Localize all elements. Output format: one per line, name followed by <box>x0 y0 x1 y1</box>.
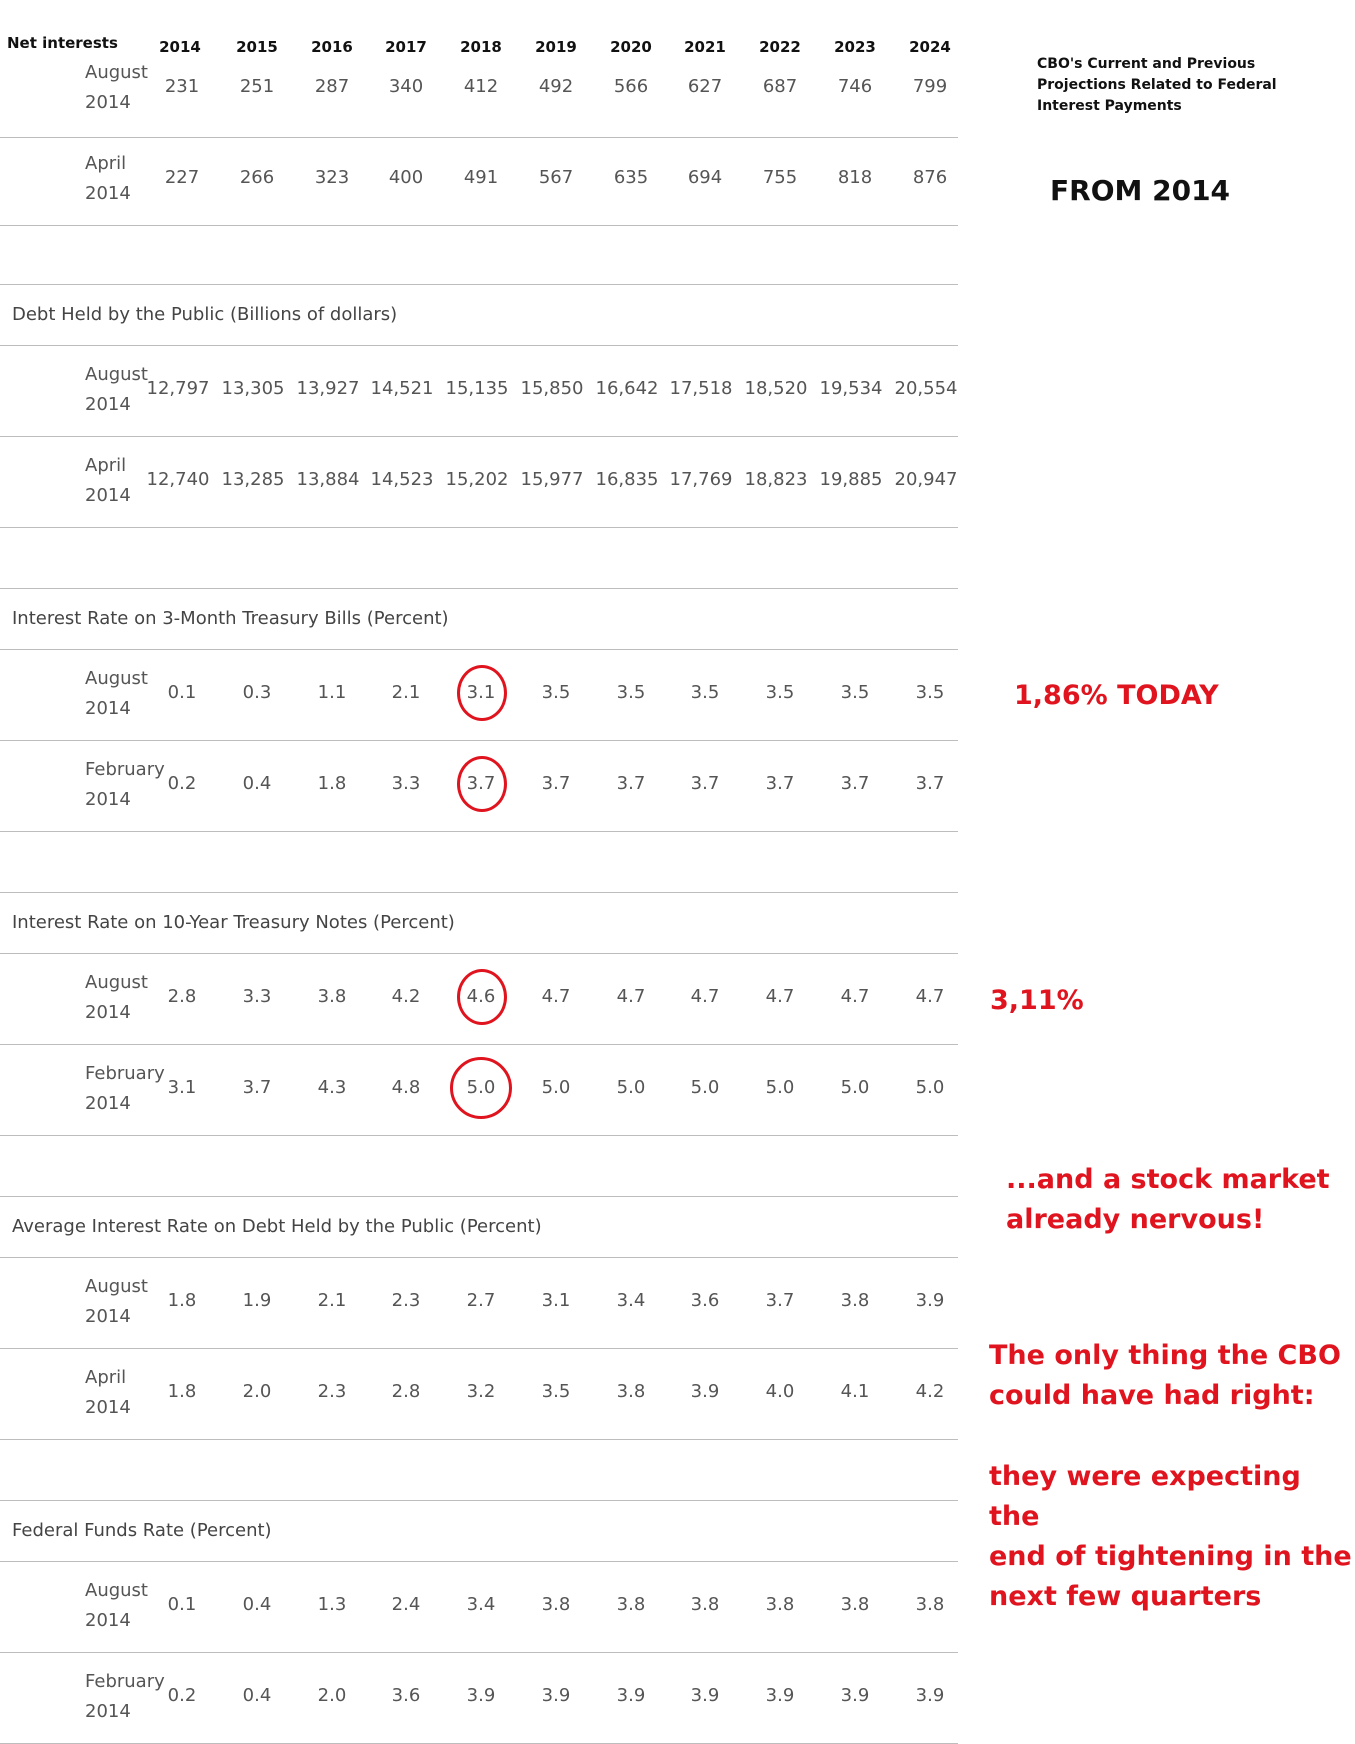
table-cell: 19,885 <box>819 469 883 490</box>
table-cell: 755 <box>762 167 798 188</box>
row-label-year: 2014 <box>85 698 131 719</box>
table-cell: 3.8 <box>915 1594 945 1615</box>
table-cell: 0.2 <box>167 1685 197 1706</box>
table-cell: 3.3 <box>391 773 421 794</box>
table-cell: 13,285 <box>221 469 285 490</box>
table-row <box>0 44 958 134</box>
table-cell: 18,520 <box>744 378 808 399</box>
table-row <box>0 741 958 831</box>
table-cell: 3.5 <box>765 682 795 703</box>
table-cell: 4.7 <box>616 986 646 1007</box>
table-cell: 0.1 <box>167 1594 197 1615</box>
table-cell: 635 <box>613 167 649 188</box>
table-rule <box>0 1439 958 1440</box>
table-cell: 251 <box>239 76 275 97</box>
row-label-year: 2014 <box>85 485 131 506</box>
table-cell: 627 <box>687 76 723 97</box>
table-cell: 1.8 <box>317 773 347 794</box>
table-rule <box>0 892 958 893</box>
circled-table-cell: 3.7 <box>444 773 518 794</box>
table-cell: 1.8 <box>167 1381 197 1402</box>
table-rule <box>0 588 958 589</box>
table-cell: 694 <box>687 167 723 188</box>
table-cell: 0.2 <box>167 773 197 794</box>
table-cell: 1.9 <box>242 1290 272 1311</box>
table-cell: 3.7 <box>242 1077 272 1098</box>
stock-market-line: already nervous! <box>1006 1204 1265 1235</box>
table-cell: 4.7 <box>690 986 720 1007</box>
table-cell: 13,884 <box>296 469 360 490</box>
table-cell: 231 <box>164 76 200 97</box>
row-label-year: 2014 <box>85 183 131 204</box>
table-cell: 0.4 <box>242 1685 272 1706</box>
table-cell: 5.0 <box>616 1077 646 1098</box>
table-cell: 3.5 <box>690 682 720 703</box>
table-cell: 15,977 <box>520 469 584 490</box>
table-cell: 3.8 <box>541 1594 571 1615</box>
table-cell: 323 <box>314 167 350 188</box>
table-cell: 4.3 <box>317 1077 347 1098</box>
table-row <box>0 437 958 527</box>
table-cell: 16,642 <box>595 378 659 399</box>
table-cell: 400 <box>388 167 424 188</box>
table-cell: 4.2 <box>915 1381 945 1402</box>
year-header: 2015 <box>236 38 278 56</box>
table-cell: 3.5 <box>541 682 571 703</box>
tightening-line: end of tightening in the <box>989 1541 1352 1572</box>
table-cell: 567 <box>538 167 574 188</box>
row-label-month: February <box>85 759 165 780</box>
table-cell: 3.4 <box>466 1594 496 1615</box>
row-label-month: August <box>85 1276 148 1297</box>
year-header: 2021 <box>684 38 726 56</box>
only-thing-line: The only thing the CBO <box>989 1340 1341 1371</box>
row-label-year: 2014 <box>85 1002 131 1023</box>
table-cell: 0.4 <box>242 1594 272 1615</box>
row-label-year: 2014 <box>85 92 131 113</box>
table-cell: 2.4 <box>391 1594 421 1615</box>
table-cell: 799 <box>912 76 948 97</box>
table-cell: 5.0 <box>765 1077 795 1098</box>
table-cell: 15,202 <box>445 469 509 490</box>
table-rule <box>0 1196 958 1197</box>
row-label-year: 2014 <box>85 789 131 810</box>
chart-title-line: Interest Payments <box>1037 98 1182 114</box>
table-cell: 5.0 <box>840 1077 870 1098</box>
year-header: 2018 <box>460 38 502 56</box>
table-cell: 746 <box>837 76 873 97</box>
chart-title-line: CBO's Current and Previous <box>1037 56 1256 72</box>
table-cell: 14,523 <box>370 469 434 490</box>
table-cell: 4.1 <box>840 1381 870 1402</box>
table-cell: 3.7 <box>915 773 945 794</box>
table-cell: 13,305 <box>221 378 285 399</box>
section-title: Interest Rate on 10-Year Treasury Notes (Percent) <box>12 912 455 933</box>
row-label-year: 2014 <box>85 1397 131 1418</box>
table-cell: 2.0 <box>317 1685 347 1706</box>
table-row <box>0 1653 958 1743</box>
table-cell: 3.8 <box>840 1594 870 1615</box>
table-cell: 876 <box>912 167 948 188</box>
row-label-month: August <box>85 668 148 689</box>
table-cell: 491 <box>463 167 499 188</box>
table-cell: 3.8 <box>616 1594 646 1615</box>
section-title: Interest Rate on 3-Month Treasury Bills (Percent) <box>12 608 449 629</box>
tbill-today-note: 1,86% TODAY <box>1014 680 1219 711</box>
table-row <box>0 1045 958 1135</box>
table-cell: 3.4 <box>616 1290 646 1311</box>
row-label-month: April <box>85 1367 127 1388</box>
year-header: 2022 <box>759 38 801 56</box>
table-cell: 3.9 <box>915 1685 945 1706</box>
table-rule <box>0 284 958 285</box>
table-cell: 0.3 <box>242 682 272 703</box>
table-cell: 4.7 <box>840 986 870 1007</box>
table-cell: 3.8 <box>616 1381 646 1402</box>
table-row <box>0 346 958 436</box>
table-cell: 3.9 <box>466 1685 496 1706</box>
table-cell: 2.1 <box>317 1290 347 1311</box>
table-cell: 17,518 <box>669 378 733 399</box>
table-cell: 2.3 <box>317 1381 347 1402</box>
table-cell: 2.7 <box>466 1290 496 1311</box>
table-cell: 14,521 <box>370 378 434 399</box>
table-cell: 412 <box>463 76 499 97</box>
row-label-month: August <box>85 1580 148 1601</box>
table-row <box>0 954 958 1044</box>
table-cell: 3.5 <box>541 1381 571 1402</box>
table-cell: 3.7 <box>765 773 795 794</box>
table-cell: 266 <box>239 167 275 188</box>
table-cell: 1.1 <box>317 682 347 703</box>
table-cell: 3.9 <box>915 1290 945 1311</box>
table-cell: 227 <box>164 167 200 188</box>
table-rule <box>0 1500 958 1501</box>
table-rule <box>0 225 958 226</box>
table-cell: 4.7 <box>765 986 795 1007</box>
row-label-month: August <box>85 62 148 83</box>
table-cell: 287 <box>314 76 350 97</box>
table-cell: 18,823 <box>744 469 808 490</box>
table-cell: 3.9 <box>541 1685 571 1706</box>
table-cell: 3.6 <box>391 1685 421 1706</box>
table-row <box>0 1349 958 1439</box>
tnote-today-note: 3,11% <box>990 985 1084 1016</box>
table-cell: 0.1 <box>167 682 197 703</box>
row-label-year: 2014 <box>85 1701 131 1722</box>
table-cell: 2.8 <box>167 986 197 1007</box>
table-cell: 20,554 <box>894 378 958 399</box>
table-cell: 3.9 <box>690 1685 720 1706</box>
table-cell: 3.5 <box>840 682 870 703</box>
row-label-year: 2014 <box>85 394 131 415</box>
table-cell: 12,797 <box>146 378 210 399</box>
tightening-line: they were expecting the <box>989 1461 1301 1532</box>
table-cell: 3.7 <box>840 773 870 794</box>
table-cell: 4.0 <box>765 1381 795 1402</box>
table-cell: 492 <box>538 76 574 97</box>
table-cell: 4.8 <box>391 1077 421 1098</box>
year-header: 2024 <box>909 38 951 56</box>
section-title: Federal Funds Rate (Percent) <box>12 1520 272 1541</box>
table-cell: 15,135 <box>445 378 509 399</box>
table-cell: 3.1 <box>167 1077 197 1098</box>
table-row <box>0 1258 958 1348</box>
table-cell: 3.3 <box>242 986 272 1007</box>
row-label-year: 2014 <box>85 1306 131 1327</box>
table-cell: 3.8 <box>317 986 347 1007</box>
row-label-year: 2014 <box>85 1610 131 1631</box>
table-cell: 3.9 <box>840 1685 870 1706</box>
row-label-month: February <box>85 1063 165 1084</box>
table-cell: 12,740 <box>146 469 210 490</box>
tightening-line: next few quarters <box>989 1581 1262 1612</box>
year-header: 2014 <box>159 38 201 56</box>
table-cell: 3.7 <box>541 773 571 794</box>
from-label: FROM 2014 <box>1050 174 1231 207</box>
table-cell: 3.8 <box>840 1290 870 1311</box>
table-cell: 340 <box>388 76 424 97</box>
table-cell: 3.9 <box>690 1381 720 1402</box>
table-cell: 687 <box>762 76 798 97</box>
table-rule <box>0 527 958 528</box>
only-thing-line: could have had right: <box>989 1380 1315 1411</box>
table-cell: 3.9 <box>616 1685 646 1706</box>
table-cell: 3.1 <box>541 1290 571 1311</box>
table-cell: 3.7 <box>765 1290 795 1311</box>
table-rule <box>0 831 958 832</box>
row-label-month: August <box>85 364 148 385</box>
table-cell: 3.7 <box>616 773 646 794</box>
table-cell: 13,927 <box>296 378 360 399</box>
table-cell: 16,835 <box>595 469 659 490</box>
year-header: 2023 <box>834 38 876 56</box>
section-title: Average Interest Rate on Debt Held by the Public (Percent) <box>12 1216 542 1237</box>
row-label-month: February <box>85 1671 165 1692</box>
stock-market-note <box>1006 1160 1330 1240</box>
circled-table-cell: 4.6 <box>444 986 518 1007</box>
table-cell: 3.7 <box>690 773 720 794</box>
row-label-year: 2014 <box>85 1093 131 1114</box>
circled-table-cell: 3.1 <box>444 682 518 703</box>
only-thing-note <box>989 1336 1341 1416</box>
table-cell: 19,534 <box>819 378 883 399</box>
table-cell: 2.1 <box>391 682 421 703</box>
year-header: 2019 <box>535 38 577 56</box>
table-cell: 4.2 <box>391 986 421 1007</box>
tightening-note <box>989 1457 1355 1617</box>
table-cell: 4.7 <box>915 986 945 1007</box>
stock-market-line: ...and a stock market <box>1006 1164 1330 1195</box>
table-cell: 1.3 <box>317 1594 347 1615</box>
table-cell: 5.0 <box>915 1077 945 1098</box>
section-title: Debt Held by the Public (Billions of dollars) <box>12 304 398 325</box>
table-cell: 17,769 <box>669 469 733 490</box>
table-cell: 5.0 <box>541 1077 571 1098</box>
table-cell: 2.3 <box>391 1290 421 1311</box>
table-cell: 3.9 <box>765 1685 795 1706</box>
table-cell: 5.0 <box>690 1077 720 1098</box>
table-cell: 566 <box>613 76 649 97</box>
row-label-month: April <box>85 455 127 476</box>
table-cell: 3.6 <box>690 1290 720 1311</box>
table-cell: 4.7 <box>541 986 571 1007</box>
chart-title-line: Projections Related to Federal <box>1037 77 1277 93</box>
table-cell: 2.8 <box>391 1381 421 1402</box>
table-rule <box>0 1135 958 1136</box>
chart-title <box>1037 54 1277 117</box>
table-cell: 3.8 <box>765 1594 795 1615</box>
row-label-month: April <box>85 153 127 174</box>
table-cell: 2.0 <box>242 1381 272 1402</box>
table-cell: 3.5 <box>915 682 945 703</box>
table-row <box>0 650 958 740</box>
year-header: 2020 <box>610 38 652 56</box>
table-cell: 15,850 <box>520 378 584 399</box>
table-cell: 818 <box>837 167 873 188</box>
table-row <box>0 1562 958 1652</box>
table-cell: 1.8 <box>167 1290 197 1311</box>
net-interest-label: Net interests <box>7 34 118 52</box>
table-cell: 3.5 <box>616 682 646 703</box>
table-cell: 20,947 <box>894 469 958 490</box>
table-cell: 0.4 <box>242 773 272 794</box>
row-label-month: August <box>85 972 148 993</box>
circled-table-cell: 5.0 <box>444 1077 518 1098</box>
table-cell: 3.8 <box>690 1594 720 1615</box>
year-header: 2016 <box>311 38 353 56</box>
table-row <box>0 135 958 225</box>
table-cell: 3.2 <box>466 1381 496 1402</box>
year-header: 2017 <box>385 38 427 56</box>
